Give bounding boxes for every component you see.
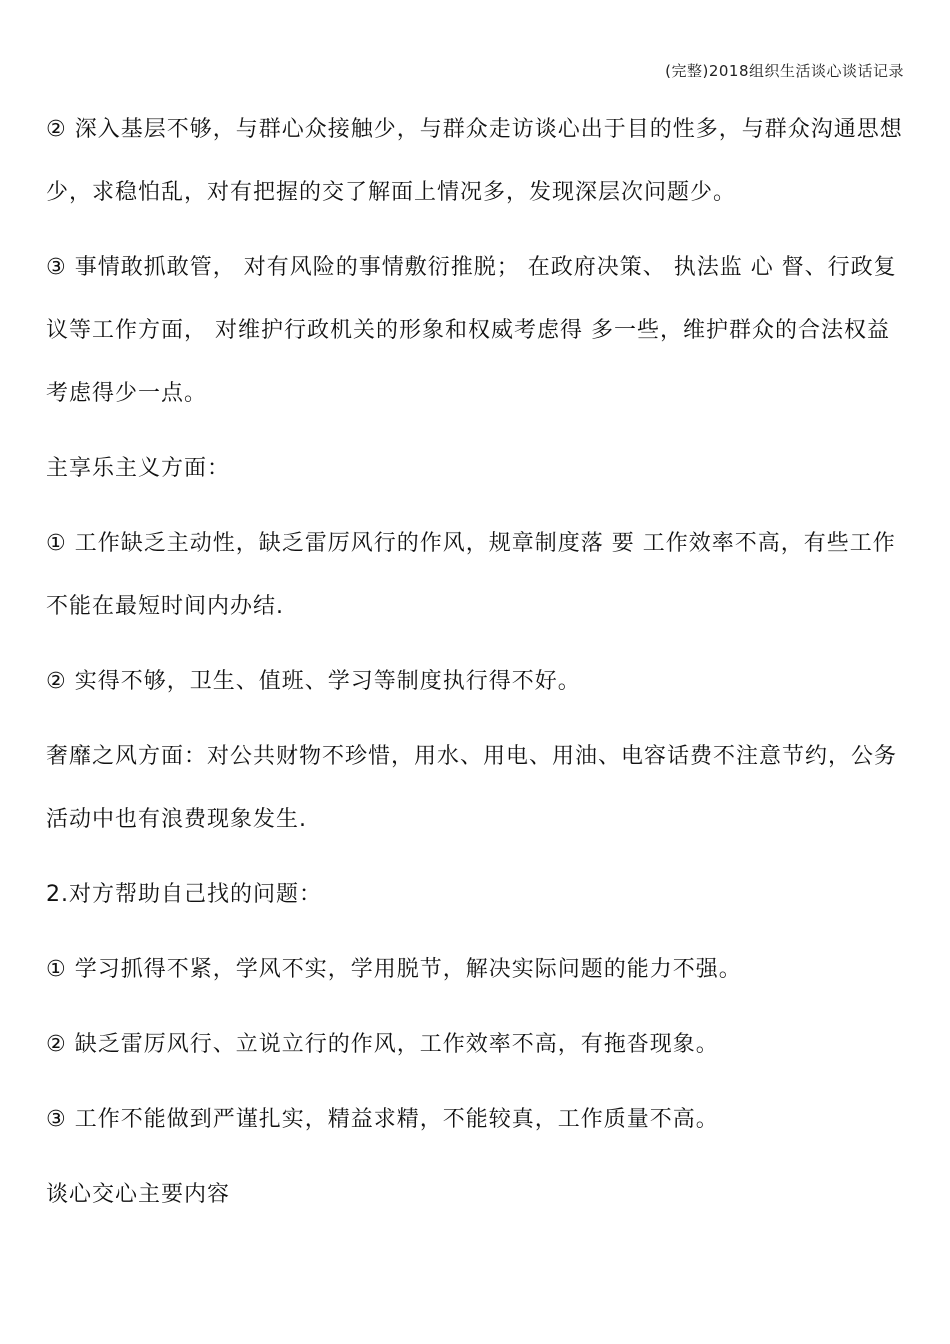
- paragraph-5: ② 实得不够，卫生、值班、学习等制度执行得不好。: [46, 669, 581, 694]
- paragraph-1: ② 深入基层不够，与群心众接触少，与群众走访谈心出于目的性多，与群众沟通思想少，求稳怕乱，对有把握的交了解面上情况多，发现深层次问题少。: [46, 117, 903, 205]
- paragraph-4: ① 工作缺乏主动性，缺乏雷厉风行的作风，规章制度落 要 工作效率不高，有些工作不能在最短时间内办结.: [46, 531, 896, 619]
- page-header-title: (完整)2018组织生活谈心谈话记录: [665, 62, 904, 80]
- paragraph-10: ③ 工作不能做到严谨扎实，精益求精，不能较真，工作质量不高。: [46, 1107, 719, 1132]
- paragraph-8: ① 学习抓得不紧，学风不实，学用脱节，解决实际问题的能力不强。: [46, 957, 742, 982]
- paragraph-2: ③ 事情敢抓敢管， 对有风险的事情敷衍推脱； 在政府决策、 执法监 心 督、行政复议等工作方面， 对维护行政机关的形象和权威考虑得 多一些，维护群众的合法权益考虑得少一点。: [46, 255, 897, 406]
- section-heading-hedonism: 主享乐主义方面：: [46, 456, 231, 481]
- paragraph-extravagance: 奢靡之风方面：对公共财物不珍惜，用水、用电、用油、电容话费不注意节约，公务活动中也有浪费现象发生.: [46, 744, 898, 832]
- document-body: [46, 98, 906, 1238]
- section-heading-talk-content: 谈心交心主要内容: [46, 1182, 231, 1207]
- paragraph-9: ② 缺乏雷厉风行、立说立行的作风，工作效率不高，有拖沓现象。: [46, 1032, 719, 1057]
- section-heading-other-issues: 2.对方帮助自己找的问题：: [46, 882, 322, 907]
